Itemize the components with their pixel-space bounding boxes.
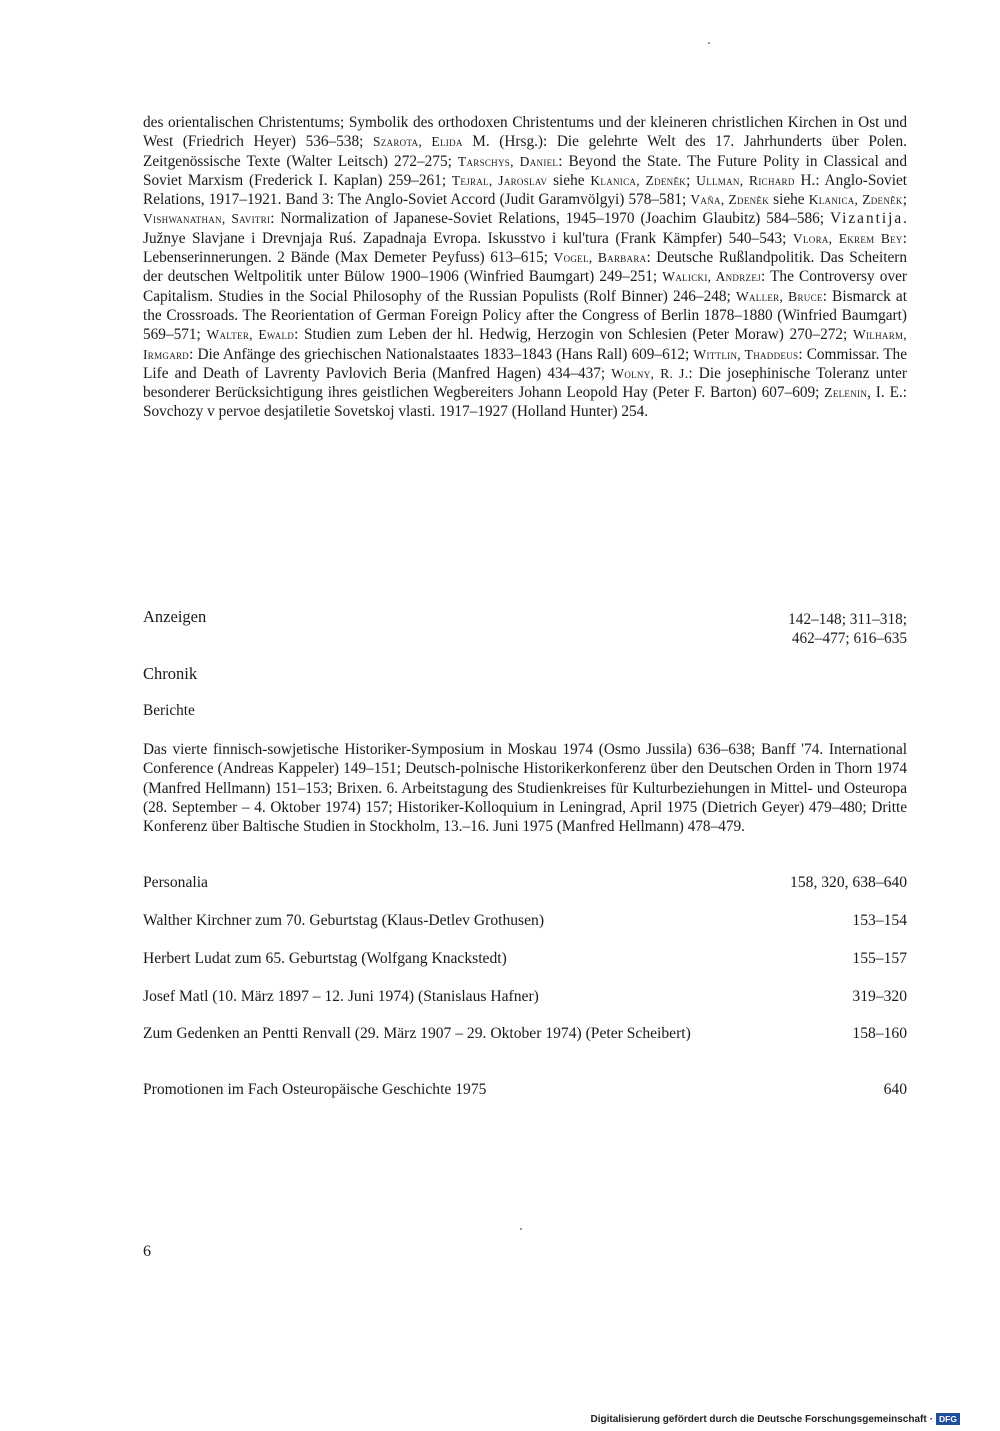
author-name: Vogel, Barbara: [553, 250, 647, 266]
entry-pages: 158–160: [852, 1025, 907, 1042]
entry-pages: 155–157: [852, 950, 907, 967]
index-text: , I. E.: Sovchozy v pervoe desjatiletie Sovetskoj vlasti. 1917–1927 (Holland Hunter) 254.: [143, 384, 907, 421]
entry-title: Personalia: [143, 874, 208, 891]
entry-title: Zum Gedenken an Pentti Renvall (29. März 1907 – 29. Oktober 1974) (Peter Scheibert): [143, 1025, 691, 1042]
anzeigen-pages-line: 142–148; 311–318;: [788, 611, 907, 628]
entry-pages: 319–320: [852, 988, 907, 1005]
section-heading-chronik: Chronik: [143, 664, 198, 683]
entry-title: Josef Matl (10. März 1897 – 12. Juni 1974) (Stanislaus Hafner): [143, 988, 539, 1005]
footer-text: Digitalisierung gefördert durch die Deutsche Forschungsgemeinschaft: [590, 1413, 927, 1425]
anzeigen-pages: [700, 610, 907, 648]
author-name: Wittlin, Thaddeus: [693, 346, 799, 362]
entry-title: Walther Kirchner zum 70. Geburtstag (Klaus-Detlev Grothusen): [143, 912, 545, 929]
index-text: H.: Anglo-Soviet Relations, 1917–1921. Band 3: The Anglo-Soviet Accord (Judit Garamvölgyi) 578–581;: [143, 171, 907, 209]
author-name: Wilharm, Irmgard: [143, 327, 907, 362]
review-index-paragraph: [143, 113, 907, 422]
index-text: : Lebenserinnerungen. 2 Bände (Max Demeter Peyfuss) 613–615;: [143, 229, 907, 267]
author-name: Vishwanathan, Savitri: [143, 211, 271, 227]
author-name: Walicki, Andrzej: [662, 269, 761, 285]
author-name: Szarota, Elida: [372, 134, 463, 150]
index-text: : Bismarck at the Crossroads. The Reorientation of German Foreign Policy after the Congress of Berlin 1878–1880 (Winfried Baumgart) 569–571;: [143, 287, 907, 344]
author-name: Waller, Bruce: [735, 288, 823, 304]
scan-speck: [708, 42, 710, 44]
index-text: siehe: [769, 191, 809, 209]
spaced-title: Vizantija: [830, 210, 904, 228]
berichte-paragraph: Das vierte finnisch-sowjetische Historiker-Symposium in Moskau 1974 (Osmo Jussila) 636–638; Banff '74. International Conference (Andreas Kappeler) 149–151; Deutsch-polnische Historikerkonferenz über den Deutschen Orden in Thorn 1974 (Manfred Hellmann) 151–153; Brixen. 6. Arbeitstagung des Studienkreises für Kulturbeziehungen in Mittel- und Osteuropa (28. September – 4. Oktober 1974) 157; Historiker-Kolloquium in Leningrad, April 1975 (Dietrich Geyer) 479–480; Dritte Konferenz über Baltische Studien in Stockholm, 13.–16. Juni 1975 (Manfred Hellmann) 478–479.: [143, 741, 907, 836]
subsection-heading-berichte: Berichte: [143, 702, 195, 719]
index-text: : Deutsche Rußlandpolitik. Das Scheitern der deutschen Weltpolitik unter Bülow 1900–1906 (Winfried Baumgart) 249–251;: [143, 249, 907, 286]
author-name: Klanica, Zdeněk: [590, 172, 687, 188]
index-text: ;: [686, 171, 697, 189]
author-name: Klanica, Zdeněk: [808, 192, 903, 208]
index-text: siehe: [547, 171, 591, 189]
index-text: : Die Anfänge des griechischen Nationalstaates 1833–1843 (Hans Rall) 609–612;: [189, 345, 694, 363]
author-name: Ullman, Richard: [696, 172, 795, 188]
author-name: Vlora, Ekrem Bey: [792, 230, 903, 246]
entry-pages: 153–154: [852, 912, 907, 929]
author-name: Vaňa, Zdeněk: [690, 192, 770, 208]
dfg-logo: DFG: [936, 1413, 960, 1425]
author-name: Tejral, Jaroslav: [451, 172, 548, 188]
author-name: Tarschys, Daniel: [457, 153, 559, 169]
digitization-footer: [591, 1413, 960, 1425]
section-heading-anzeigen: Anzeigen: [143, 607, 207, 626]
index-text: : Commissar. The Life and Death of Lavrenty Pavlovich Beria (Manfred Hagen) 434–437;: [143, 345, 907, 382]
index-text: : The Controversy over Capitalism. Studies in the Social Philosophy of the Russian Populists (Rolf Binner) 246–248;: [143, 268, 907, 305]
entry-title: Promotionen im Fach Osteuropäische Geschichte 1975: [143, 1081, 487, 1098]
author-name: Wolny, R. J.: [611, 365, 689, 381]
footer-separator: ·: [929, 1413, 934, 1425]
index-text: : Beyond the State. The Future Polity in Classical and Soviet Marxism (Frederick I. Kaplan) 259–261;: [143, 152, 907, 189]
entry-pages: 158, 320, 638–640: [790, 874, 907, 891]
index-text: : Studien zum Leben der hl. Hedwig, Herzogin von Schlesien (Peter Moraw) 270–272;: [294, 326, 853, 344]
index-text: des orientalischen Christentums; Symbolik des orthodoxen Christentums und der kleineren christlichen Kirchen in Ost und West (Friedrich Heyer) 536–538;: [143, 114, 907, 151]
entry-pages: 640: [883, 1081, 907, 1098]
scan-speck: [520, 1228, 522, 1230]
anzeigen-pages-line: 462–477; 616–635: [791, 630, 907, 647]
entry-title: Herbert Ludat zum 65. Geburtstag (Wolfgang Knackstedt): [143, 950, 507, 967]
index-text: : Die josephinische Toleranz unter besonderer Berücksichtigung ihres geistlichen Wegbereiters Johann Leopold Hay (Peter F. Barton) 607–609;: [143, 364, 907, 402]
index-text: M. (Hrsg.): Die gelehrte Welt des 17. Jahrhunderts über Polen. Zeitgenössische Texte (Walter Leitsch) 272–275;: [143, 133, 907, 170]
index-text: . Južnye Slavjane i Drevnjaja Ruś. Zapadnaja Evropa. Iskusstvo i kul'tura (Frank Kämpfer) 540–543;: [143, 210, 907, 247]
author-name: Walter, Ewald: [206, 327, 295, 343]
index-text: ;: [902, 191, 907, 209]
author-name: Zelenin: [824, 385, 868, 401]
index-text: : Normalization of Japanese-Soviet Relations, 1945–1970 (Joachim Glaubitz) 584–586;: [270, 210, 831, 228]
page-number: 6: [143, 1243, 151, 1260]
